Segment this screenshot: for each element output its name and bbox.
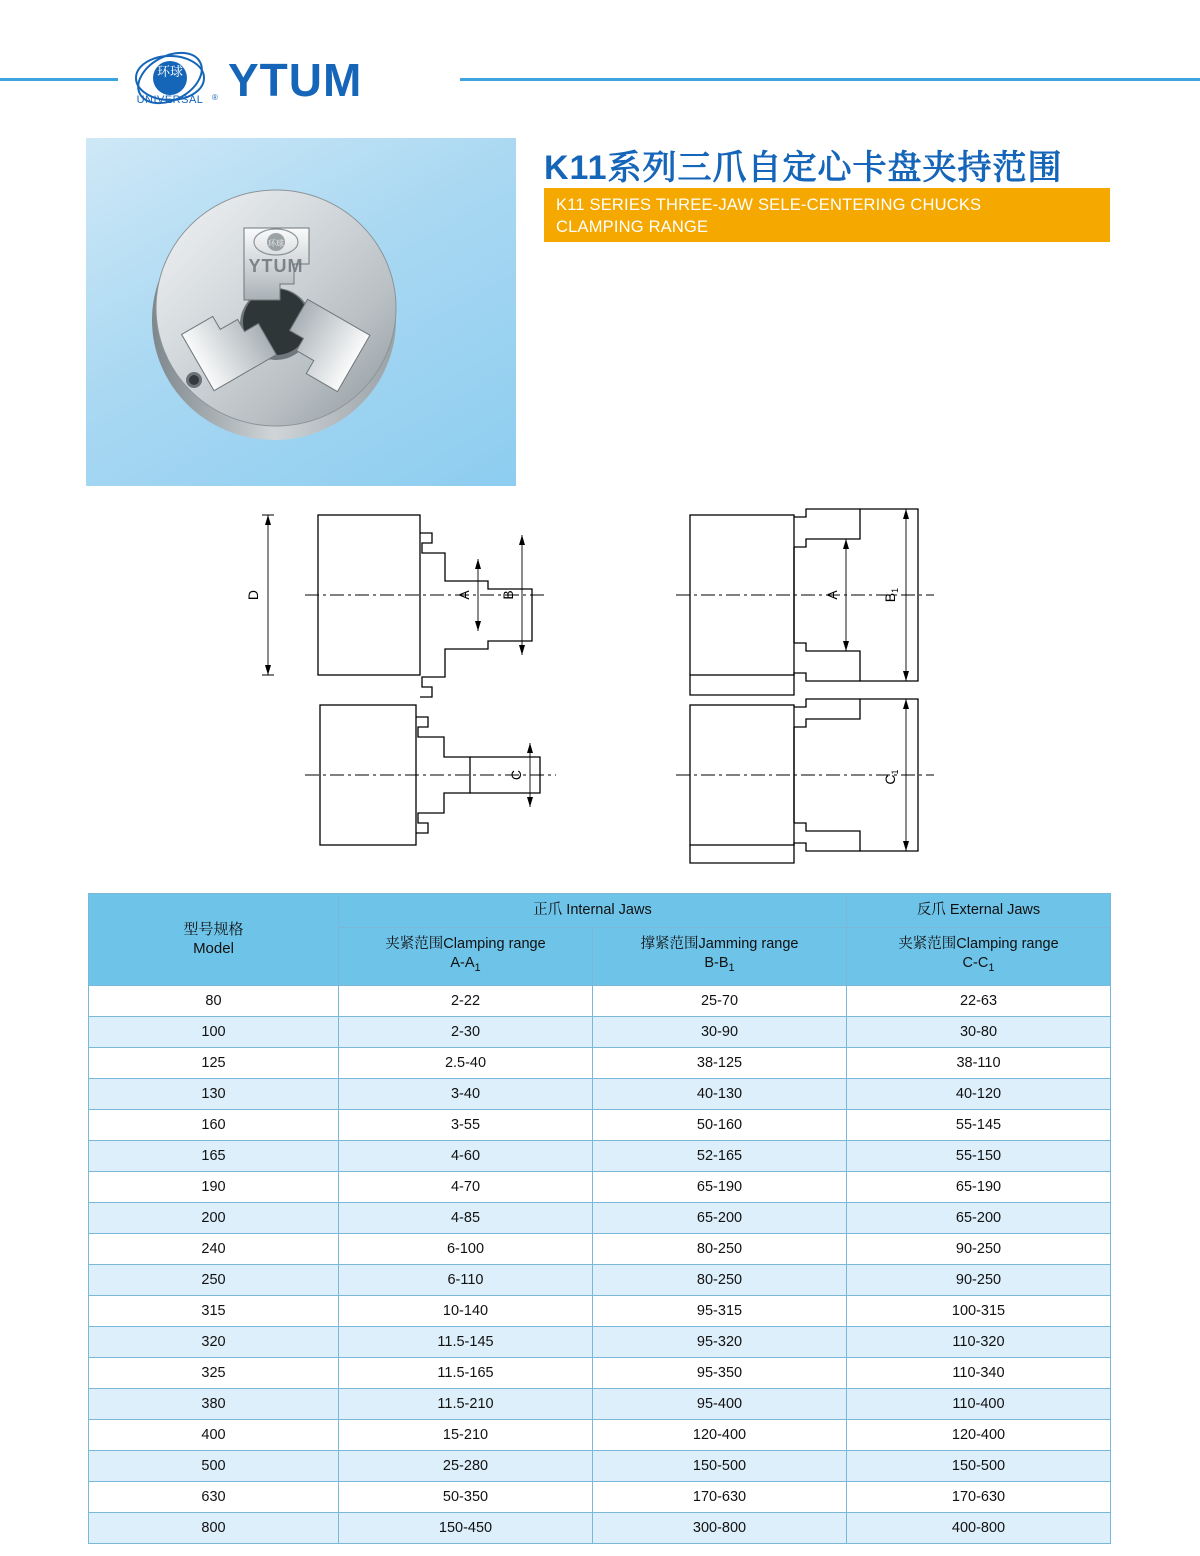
cell-model: 130 [89,1078,339,1109]
table-row [89,1140,1111,1171]
table-row [89,1326,1111,1357]
table-row [89,1202,1111,1233]
cell-jamming-b: 80-250 [593,1233,847,1264]
cell-jamming-b: 65-200 [593,1202,847,1233]
cell-jamming-b: 52-165 [593,1140,847,1171]
svg-text:B1: $B_1$ [882,587,900,603]
cell-jamming-b: 95-320 [593,1326,847,1357]
header-col-c-line2: $C-C_1$ [962,955,995,974]
cell-clamping-a: 2-22 [339,985,593,1016]
cell-clamping-c: 65-190 [847,1171,1111,1202]
table-row [89,1233,1111,1264]
cell-model: 380 [89,1388,339,1419]
page-header [0,48,1200,112]
header-col-a [339,928,593,986]
cell-model: 160 [89,1109,339,1140]
cell-clamping-a: 15-210 [339,1419,593,1450]
table-row [89,1047,1111,1078]
svg-text:®: ® [212,93,218,102]
cell-clamping-c: 90-250 [847,1264,1111,1295]
table-row [89,1016,1111,1047]
cell-jamming-b: 40-130 [593,1078,847,1109]
three-jaw-chuck-illustration [134,168,414,458]
cell-clamping-c: 110-340 [847,1357,1111,1388]
svg-text:B: B [500,590,516,600]
cell-clamping-a: 6-100 [339,1233,593,1264]
cell-clamping-c: 55-150 [847,1140,1111,1171]
cell-jamming-b: 300-800 [593,1512,847,1543]
cell-jamming-b: 95-400 [593,1388,847,1419]
cell-jamming-b: 65-190 [593,1171,847,1202]
cell-clamping-c: 30-80 [847,1016,1111,1047]
cell-model: 630 [89,1481,339,1512]
cell-model: 190 [89,1171,339,1202]
cell-model: 200 [89,1202,339,1233]
page-title-en-bar [544,188,1110,242]
header-col-b-line2: $B-B_1$ [704,955,735,974]
svg-text:UNIVERSAL: UNIVERSAL [136,94,204,106]
cell-clamping-a: 3-40 [339,1078,593,1109]
cell-model: 250 [89,1264,339,1295]
cell-jamming-b: 95-315 [593,1295,847,1326]
cell-clamping-a: 3-55 [339,1109,593,1140]
cell-clamping-a: 10-140 [339,1295,593,1326]
table-row [89,1481,1111,1512]
cell-model: 165 [89,1140,339,1171]
cell-clamping-a: 4-85 [339,1202,593,1233]
svg-text:环球: 环球 [268,239,284,248]
svg-text:YTUM: YTUM [248,256,304,276]
cell-jamming-b: 120-400 [593,1419,847,1450]
cell-clamping-c: 110-400 [847,1388,1111,1419]
cell-clamping-a: 25-280 [339,1450,593,1481]
cell-clamping-c: 90-250 [847,1233,1111,1264]
svg-text:A: A [824,590,840,600]
table-row [89,1264,1111,1295]
page-title-en-line2: CLAMPING RANGE [556,218,709,236]
svg-text:D: D [245,589,261,601]
cell-clamping-c: 400-800 [847,1512,1111,1543]
spec-table-wrapper [88,893,1110,1544]
cell-clamping-c: 110-320 [847,1326,1111,1357]
cell-clamping-c: 150-500 [847,1450,1111,1481]
cell-clamping-a: 11.5-210 [339,1388,593,1419]
product-photo [86,138,516,486]
table-body [89,985,1111,1543]
header-internal-jaws: 正爪 Internal Jaws [339,894,847,928]
technical-drawings [0,495,1200,880]
table-row [89,1171,1111,1202]
header-rule-left [0,78,118,81]
header-model-cn: 型号规格 [183,921,244,939]
cell-clamping-a: 4-70 [339,1171,593,1202]
cell-clamping-a: 11.5-165 [339,1357,593,1388]
cell-clamping-c: 22-63 [847,985,1111,1016]
header-rule-right [460,78,1200,81]
cell-model: 125 [89,1047,339,1078]
cell-clamping-a: 4-60 [339,1140,593,1171]
page-title-cn: K11系列三爪自定心卡盘夹持范围 [544,149,1063,187]
table-row [89,1512,1111,1543]
table-header-group-row [89,894,1111,928]
clamping-range-table [88,893,1111,1544]
table-row [89,985,1111,1016]
cell-clamping-a: 6-110 [339,1264,593,1295]
cell-model: 500 [89,1450,339,1481]
cell-jamming-b: 80-250 [593,1264,847,1295]
header-col-c [847,928,1111,986]
cell-clamping-c: 65-200 [847,1202,1111,1233]
svg-text:A: A [456,590,472,600]
cell-model: 80 [89,985,339,1016]
cell-model: 400 [89,1419,339,1450]
header-model-en: Model [193,940,234,958]
cell-jamming-b: 25-70 [593,985,847,1016]
cell-clamping-a: 50-350 [339,1481,593,1512]
table-row [89,1419,1111,1450]
cell-clamping-c: 40-120 [847,1078,1111,1109]
cell-model: 100 [89,1016,339,1047]
table-row [89,1388,1111,1419]
table-row [89,1295,1111,1326]
cell-jamming-b: 95-350 [593,1357,847,1388]
table-row [89,1450,1111,1481]
header-col-b-line1: 撑紧范围Jamming range [640,936,799,952]
header-external-jaws: 反爪 External Jaws [847,894,1111,928]
cell-clamping-c: 55-145 [847,1109,1111,1140]
page-title-en-line1: K11 SERIES THREE-JAW SELE-CENTERING CHUCKS [556,196,982,214]
cell-clamping-c: 120-400 [847,1419,1111,1450]
cell-model: 325 [89,1357,339,1388]
cell-model: 240 [89,1233,339,1264]
cell-clamping-a: 2-30 [339,1016,593,1047]
cell-jamming-b: 50-160 [593,1109,847,1140]
svg-text:C1: $C_1$ [882,769,900,785]
cell-jamming-b: 30-90 [593,1016,847,1047]
universal-logo-icon [118,48,222,112]
cell-jamming-b: 150-500 [593,1450,847,1481]
cell-clamping-c: 170-630 [847,1481,1111,1512]
cell-clamping-c: 100-315 [847,1295,1111,1326]
header-col-a-line1: 夹紧范围Clamping range [385,936,546,952]
table-row [89,1078,1111,1109]
cell-clamping-c: 38-110 [847,1047,1111,1078]
cell-clamping-a: 150-450 [339,1512,593,1543]
brand-wordmark: YTUM [228,54,363,106]
cell-model: 320 [89,1326,339,1357]
header-model [89,894,339,986]
cell-model: 315 [89,1295,339,1326]
cell-clamping-a: 11.5-145 [339,1326,593,1357]
cell-jamming-b: 170-630 [593,1481,847,1512]
header-col-a-line2: $A-A_1$ [450,955,481,974]
svg-text:C: C [508,769,524,781]
svg-text:环球: 环球 [156,64,184,79]
cell-model: 800 [89,1512,339,1543]
header-col-c-line1: 夹紧范围Clamping range [898,936,1059,952]
table-row [89,1357,1111,1388]
cell-jamming-b: 38-125 [593,1047,847,1078]
table-row [89,1109,1111,1140]
header-col-b [593,928,847,986]
cell-clamping-a: 2.5-40 [339,1047,593,1078]
